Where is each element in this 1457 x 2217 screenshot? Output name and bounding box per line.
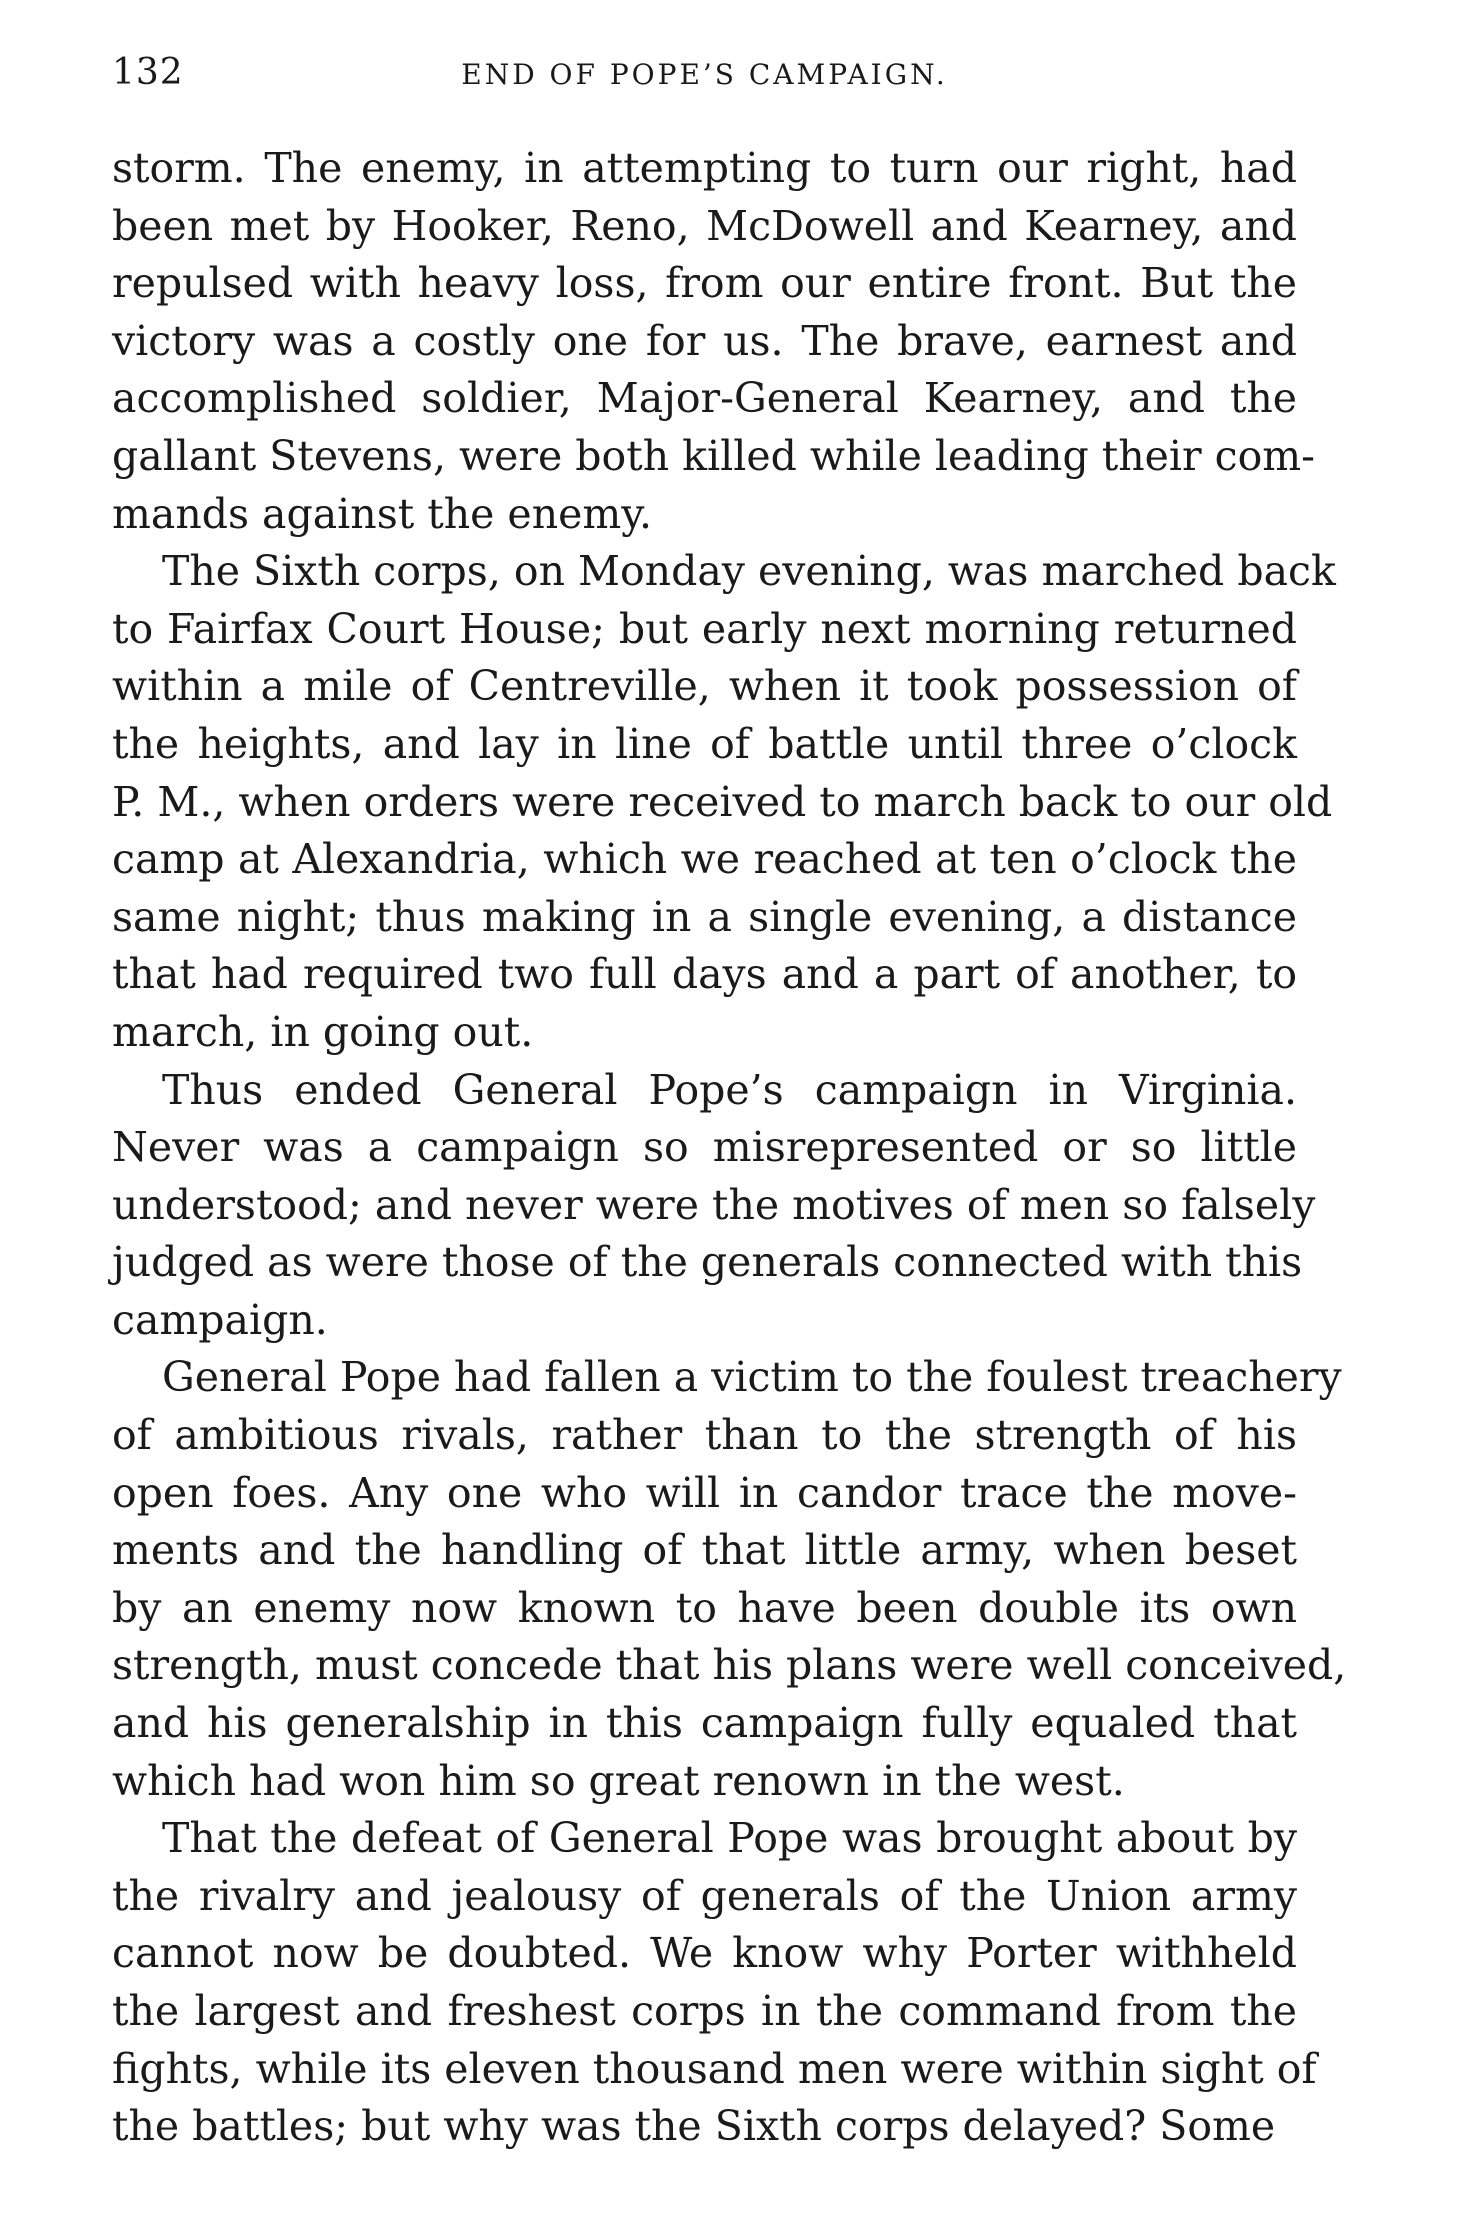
text-line: been met by Hooker, Reno, McDowell and Kearney, and	[112, 201, 1297, 250]
text-line: accomplished soldier, Major-General Kearney, and the	[112, 374, 1297, 423]
page-header	[112, 52, 1297, 102]
text-line: Thus ended General Pope’s campaign in Virginia.	[162, 1065, 1297, 1114]
paragraph	[112, 1062, 1316, 1350]
text-line: camp at Alexandria, which we reached at ten o’clock the	[112, 835, 1297, 884]
text-line: understood; and never were the motives of men so falsely	[112, 1180, 1316, 1229]
body-text	[112, 140, 1347, 2156]
paragraph	[112, 543, 1336, 1061]
text-line: P. M., when orders were received to march back to our old	[112, 777, 1333, 826]
text-line: which had won him so great renown in the west.	[112, 1756, 1125, 1805]
text-line: strength, must concede that his plans were well conceived,	[112, 1641, 1347, 1690]
text-line: victory was a costly one for us. The brave, earnest and	[112, 316, 1297, 365]
text-line: the largest and freshest corps in the command from the	[112, 1987, 1297, 2035]
text-line: that had required two full days and a part of another, to	[112, 950, 1297, 999]
text-line: within a mile of Centreville, when it took possession of	[112, 662, 1297, 711]
running-head: END OF POPE’S CAMPAIGN.	[461, 58, 948, 91]
text-line: Never was a campaign so misrepresented or so little	[112, 1123, 1297, 1172]
text-line: same night; thus making in a single evening, a distance	[112, 892, 1297, 941]
paragraph	[112, 140, 1316, 543]
text-line: march, in going out.	[112, 1007, 534, 1056]
text-line: campaign.	[112, 1295, 328, 1344]
text-line: ments and the handling of that little army, when beset	[112, 1526, 1297, 1575]
text-line: storm. The enemy, in attempting to turn our right, had	[112, 144, 1297, 192]
text-line: the rivalry and jealousy of generals of the Union army	[112, 1871, 1297, 1920]
text-line: judged as were those of the generals connected with this	[112, 1238, 1303, 1287]
text-line: mands against the enemy.	[112, 489, 652, 538]
text-line: open foes. Any one who will in candor trace the move-	[112, 1468, 1297, 1517]
text-line: gallant Stevens, were both killed while leading their com-	[112, 431, 1316, 480]
text-line: General Pope had fallen a victim to the foulest treachery	[162, 1353, 1342, 1402]
text-line: of ambitious rivals, rather than to the strength of his	[112, 1411, 1297, 1460]
text-line: repulsed with heavy loss, from our entire front. But the	[112, 259, 1297, 308]
text-line: the heights, and lay in line of battle until three o’clock	[112, 719, 1297, 768]
text-line: The Sixth corps, on Monday evening, was marched back	[162, 547, 1336, 596]
text-line: the battles; but why was the Sixth corps delayed? Some	[112, 2102, 1276, 2151]
paragraph	[112, 1810, 1317, 2156]
paragraph	[112, 1349, 1347, 1810]
text-line: and his generalship in this campaign fully equaled that	[112, 1699, 1297, 1748]
text-line: cannot now be doubted. We know why Porter withheld	[112, 1929, 1297, 1978]
text-line: That the defeat of General Pope was brought about by	[162, 1814, 1297, 1863]
text-line: to Fairfax Court House; but early next morning returned	[112, 604, 1297, 653]
text-line: by an enemy now known to have been double its own	[112, 1583, 1297, 1632]
page-number: 132	[112, 52, 184, 93]
text-line: fights, while its eleven thousand men were within sight of	[112, 2044, 1317, 2093]
